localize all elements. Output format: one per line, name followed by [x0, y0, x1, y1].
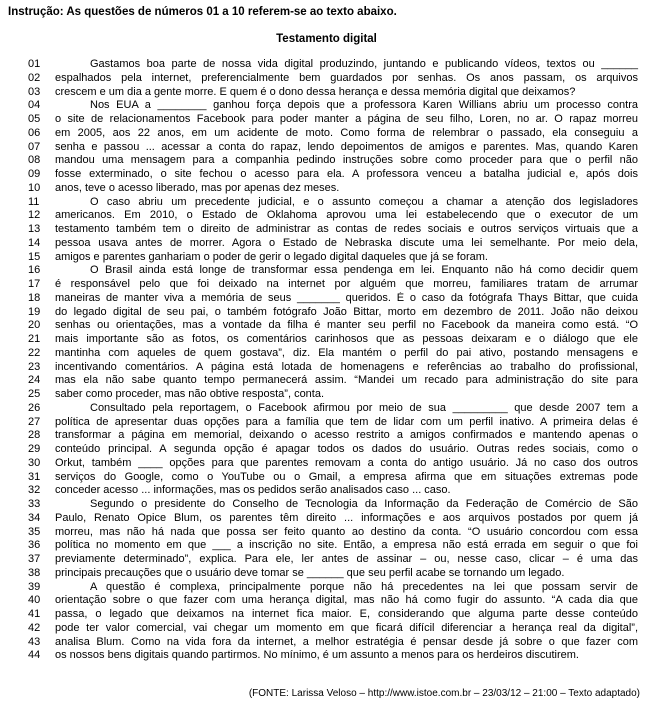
text-line — [0, 581, 653, 595]
line-number: 06 — [28, 126, 41, 139]
line-text: orientação sobre o que fazer com uma herança digital, mas não há como fugir do assunto. “A cada dia que — [55, 594, 638, 607]
line-number: 43 — [28, 635, 41, 648]
line-number: 17 — [28, 278, 41, 290]
text-line — [0, 154, 653, 168]
line-number: 10 — [28, 181, 41, 194]
line-text: Paulo, Renato Opice Blum, os parentes têm direito ... informações e aos arquivos postados por quem já — [55, 511, 638, 524]
line-text: senha e passou ... acessar a conta do rapaz, lendo depoimentos de amigos e parentes. Mas, quando Karen — [55, 140, 638, 153]
line-number: 33 — [28, 498, 41, 510]
line-number: 39 — [28, 580, 41, 593]
text-line — [0, 209, 653, 223]
text-line — [0, 292, 653, 306]
page-title: Testamento digital — [276, 33, 377, 45]
line-text: principais precauções que o usuário deve tomar se ______ que seu perfil acabe se tornando um legado. — [55, 566, 565, 579]
text-line — [0, 113, 653, 127]
line-text: os nossos bens digitais quando partirmos. No mínimo, é um assunto a menos para os herdeiros discutirem. — [55, 649, 579, 662]
line-text: política de apresentar duas opções para a família que tem de lidar com um perfil inativo. A primeira delas é — [55, 415, 638, 428]
line-text: serviços do Google, como o YouTube ou o Gmail, a empresa afirma que em situações extremas pode — [55, 470, 638, 483]
line-number: 01 — [28, 58, 41, 70]
line-number: 21 — [28, 333, 41, 345]
line-text: mandou uma mensagem para a companhia pedindo instruções sobre como proceder para que o perfil não — [55, 154, 638, 167]
text-line — [0, 594, 653, 608]
line-number: 11 — [28, 195, 40, 208]
line-text: passa, o legado que deixamos na internet fica maior. E, considerando que alguma parte desse conteúdo — [55, 608, 638, 620]
line-number: 31 — [28, 470, 41, 483]
line-text: testamento também tem o direito de administrar as contas de redes sociais e outros serviços virtuais que a — [55, 223, 638, 235]
line-number: 05 — [28, 113, 41, 125]
text-body — [0, 58, 653, 663]
line-number: 41 — [28, 608, 41, 620]
line-text: mas ela não sabe quanto tempo permanecerá assim. “Mandei um recado para administração do site para — [55, 374, 638, 387]
text-line — [0, 512, 653, 526]
line-number: 26 — [28, 401, 41, 414]
line-number: 35 — [28, 525, 41, 538]
line-number: 25 — [28, 388, 41, 400]
text-line — [0, 237, 653, 251]
line-text: O caso abriu um precedente judicial, e o assunto começou a chamar a atenção dos legisladores — [90, 195, 638, 208]
line-number: 15 — [28, 250, 41, 263]
line-number: 14 — [28, 236, 41, 249]
line-text: Consultado pela reportagem, o Facebook afirmou por meio de sua _________ que desde 2007 tem a — [90, 401, 638, 414]
line-text: morreu, mas não há nada que possa ser feito quanto ao destino da conta. “O usuário concordou com essa — [55, 525, 638, 538]
text-line — [0, 333, 653, 347]
line-number: 13 — [28, 223, 41, 235]
line-number: 37 — [28, 553, 41, 565]
line-text: política no momento em que ___ a inscrição no site. Então, a empresa não está errada em seguir o que foi — [55, 539, 638, 552]
line-number: 02 — [28, 71, 41, 84]
line-text: pode ter valor comercial, vai chegar um momento em que ficará difícil diferenciar a herança real da digital”, — [55, 621, 638, 634]
line-number: 04 — [28, 99, 41, 112]
text-line — [0, 402, 653, 416]
text-line — [0, 196, 653, 210]
text-line — [0, 498, 653, 512]
line-text: mantinha com aqueles de quem gostava”, diz. Ela mantém o perfil do pai ativo, postando mensagens e — [55, 346, 638, 359]
text-line — [0, 416, 653, 430]
text-line — [0, 608, 653, 622]
line-number: 38 — [28, 566, 41, 579]
line-number: 16 — [28, 264, 41, 277]
text-line — [0, 361, 653, 375]
line-number: 19 — [28, 305, 41, 318]
text-line — [0, 649, 653, 663]
line-number: 24 — [28, 374, 41, 387]
text-line — [0, 141, 653, 155]
line-text: Orkut, também ____ opções para que parentes removam a conta do antigo usuário. Já no caso dos outros — [55, 456, 638, 469]
text-line — [0, 99, 653, 113]
text-line — [0, 72, 653, 86]
line-text: transformar a página em memorial, deixando o acesso restrito a amigos confirmados e mantendo apenas o — [55, 429, 638, 442]
line-text: Segundo o presidente do Conselho de Tecnologia da Informação da Federação de Comércio de São — [90, 498, 638, 510]
line-number: 36 — [28, 539, 41, 552]
text-line — [0, 127, 653, 141]
text-line — [0, 388, 653, 402]
text-line — [0, 443, 653, 457]
text-line — [0, 526, 653, 540]
line-number: 09 — [28, 168, 41, 180]
line-number: 40 — [28, 594, 41, 607]
text-line — [0, 278, 653, 292]
instruction-header: Instrução: As questões de números 01 a 10 referem-se ao texto abaixo. — [8, 6, 397, 18]
text-line — [0, 182, 653, 196]
text-line — [0, 319, 653, 333]
line-number: 28 — [28, 429, 41, 442]
text-line — [0, 457, 653, 471]
line-number: 22 — [28, 346, 41, 359]
line-text: pessoa usava antes de morrer. Agora o Estado de Nebraska discute uma lei semelhante. Por meio dela, — [55, 236, 638, 249]
text-line — [0, 264, 653, 278]
line-text: espalhados pela internet, preferencialmente bem guardados por senhas. Os anos passam, os arquivos — [55, 71, 638, 84]
line-number: 27 — [28, 415, 41, 428]
text-line — [0, 539, 653, 553]
line-text: senhas ou orientações, mas a vontade da filha é manter seu perfil no Facebook da maneira como está. “O — [55, 319, 638, 332]
line-number: 20 — [28, 319, 41, 332]
text-line — [0, 86, 653, 100]
line-text: previamente determinado”, explica. Para ele, ler antes de assinar – ou, nesse caso, clicar – é uma das — [55, 553, 638, 565]
line-text: A questão é complexa, principalmente porque não há precedentes na lei que possam servir de — [90, 580, 638, 593]
line-text: Nos EUA a ________ ganhou força depois que a professora Karen Willians abriu um processo contra — [90, 99, 638, 112]
text-line — [0, 567, 653, 581]
line-number: 44 — [28, 649, 41, 662]
line-text: Gastamos boa parte de nossa vida digital produzindo, juntando e publicando vídeos, textos ou ______ — [90, 58, 638, 70]
line-text: em 2005, aos 22 anos, em um acidente de moto. Como forma de relembrar o passado, ela conseguiu a — [55, 126, 638, 139]
line-text: fosse exterminado, o site fechou o acesso para ela. A professora venceu a batalha judicial e, após dois — [55, 168, 638, 180]
text-line — [0, 429, 653, 443]
line-text: conteúdo principal. A segunda opção é apagar todos os dados do usuário. Outras redes sociais, como o — [55, 443, 638, 455]
line-text: incentivando comentários. A página está lotada de homenagens e referências ao trabalho do profissional, — [55, 360, 638, 373]
line-number: 08 — [28, 154, 41, 167]
line-text: americanos. Em 2010, o Estado de Oklahoma aprovou uma lei estabelecendo que o executor de um — [55, 209, 638, 222]
line-number: 32 — [28, 484, 41, 497]
text-line — [0, 168, 653, 182]
line-text: saber como proceder, mas não obtive resposta”, conta. — [55, 388, 325, 400]
text-line — [0, 622, 653, 636]
line-number: 34 — [28, 511, 41, 524]
text-line — [0, 374, 653, 388]
line-number: 18 — [28, 291, 41, 304]
text-line — [0, 553, 653, 567]
text-line — [0, 484, 653, 498]
line-text: conceder acesso ... informações, mas os pedidos serão analisados caso ... caso. — [55, 484, 451, 497]
line-number: 12 — [28, 209, 41, 222]
source-citation: (FONTE: Larissa Veloso – http://www.istoe.com.br – 23/03/12 – 21:00 – Texto adaptado) — [248, 688, 640, 699]
line-number: 03 — [28, 85, 41, 98]
text-line — [0, 251, 653, 265]
line-number: 42 — [28, 621, 41, 634]
line-text: anos, teve o acesso liberado, mas por apenas dez meses. — [55, 181, 340, 194]
text-line — [0, 58, 653, 72]
line-text: amigos e parentes ganhariam o poder de gerir o legado digital daqueles que já se foram. — [55, 250, 488, 263]
text-line — [0, 223, 653, 237]
line-text: o site de relacionamentos Facebook para poder manter a página de seu filho, Loren, no ar. O rapaz morreu — [55, 113, 638, 125]
line-text: é responsável pelo que foi deixado na internet por alguém que morreu, familiares tratam de arrumar — [55, 278, 638, 290]
line-text: mais importante são as fotos, os comentários carinhosos que as pessoas deixaram e o diálogo que ele — [55, 333, 638, 345]
line-text: do legado digital de seu pai, o também fotógrafo João Bittar, morto em dezembro de 2011. João não deixou — [55, 305, 638, 318]
line-text: O Brasil ainda está longe de transformar essa pendenga em lei. Enquanto não há como decidir quem — [90, 264, 638, 277]
line-number: 07 — [28, 140, 41, 153]
text-line — [0, 306, 653, 320]
text-line — [0, 471, 653, 485]
line-text: analisa Blum. Como na vida fora da internet, a melhor estratégia é pensar desde já sobre o que fazer com — [55, 635, 638, 648]
line-number: 23 — [28, 360, 41, 373]
line-text: crescem e um dia a gente morre. E quem é o dono dessa herança e dessa memória digital que deixamos? — [55, 85, 576, 98]
line-number: 29 — [28, 443, 41, 455]
line-text: maneiras de manter viva a memória de seus _______ queridos. É o caso da fotógrafa Thays Bittar, que cuida — [55, 291, 638, 304]
text-line — [0, 636, 653, 650]
line-number: 30 — [28, 456, 41, 469]
text-line — [0, 347, 653, 361]
